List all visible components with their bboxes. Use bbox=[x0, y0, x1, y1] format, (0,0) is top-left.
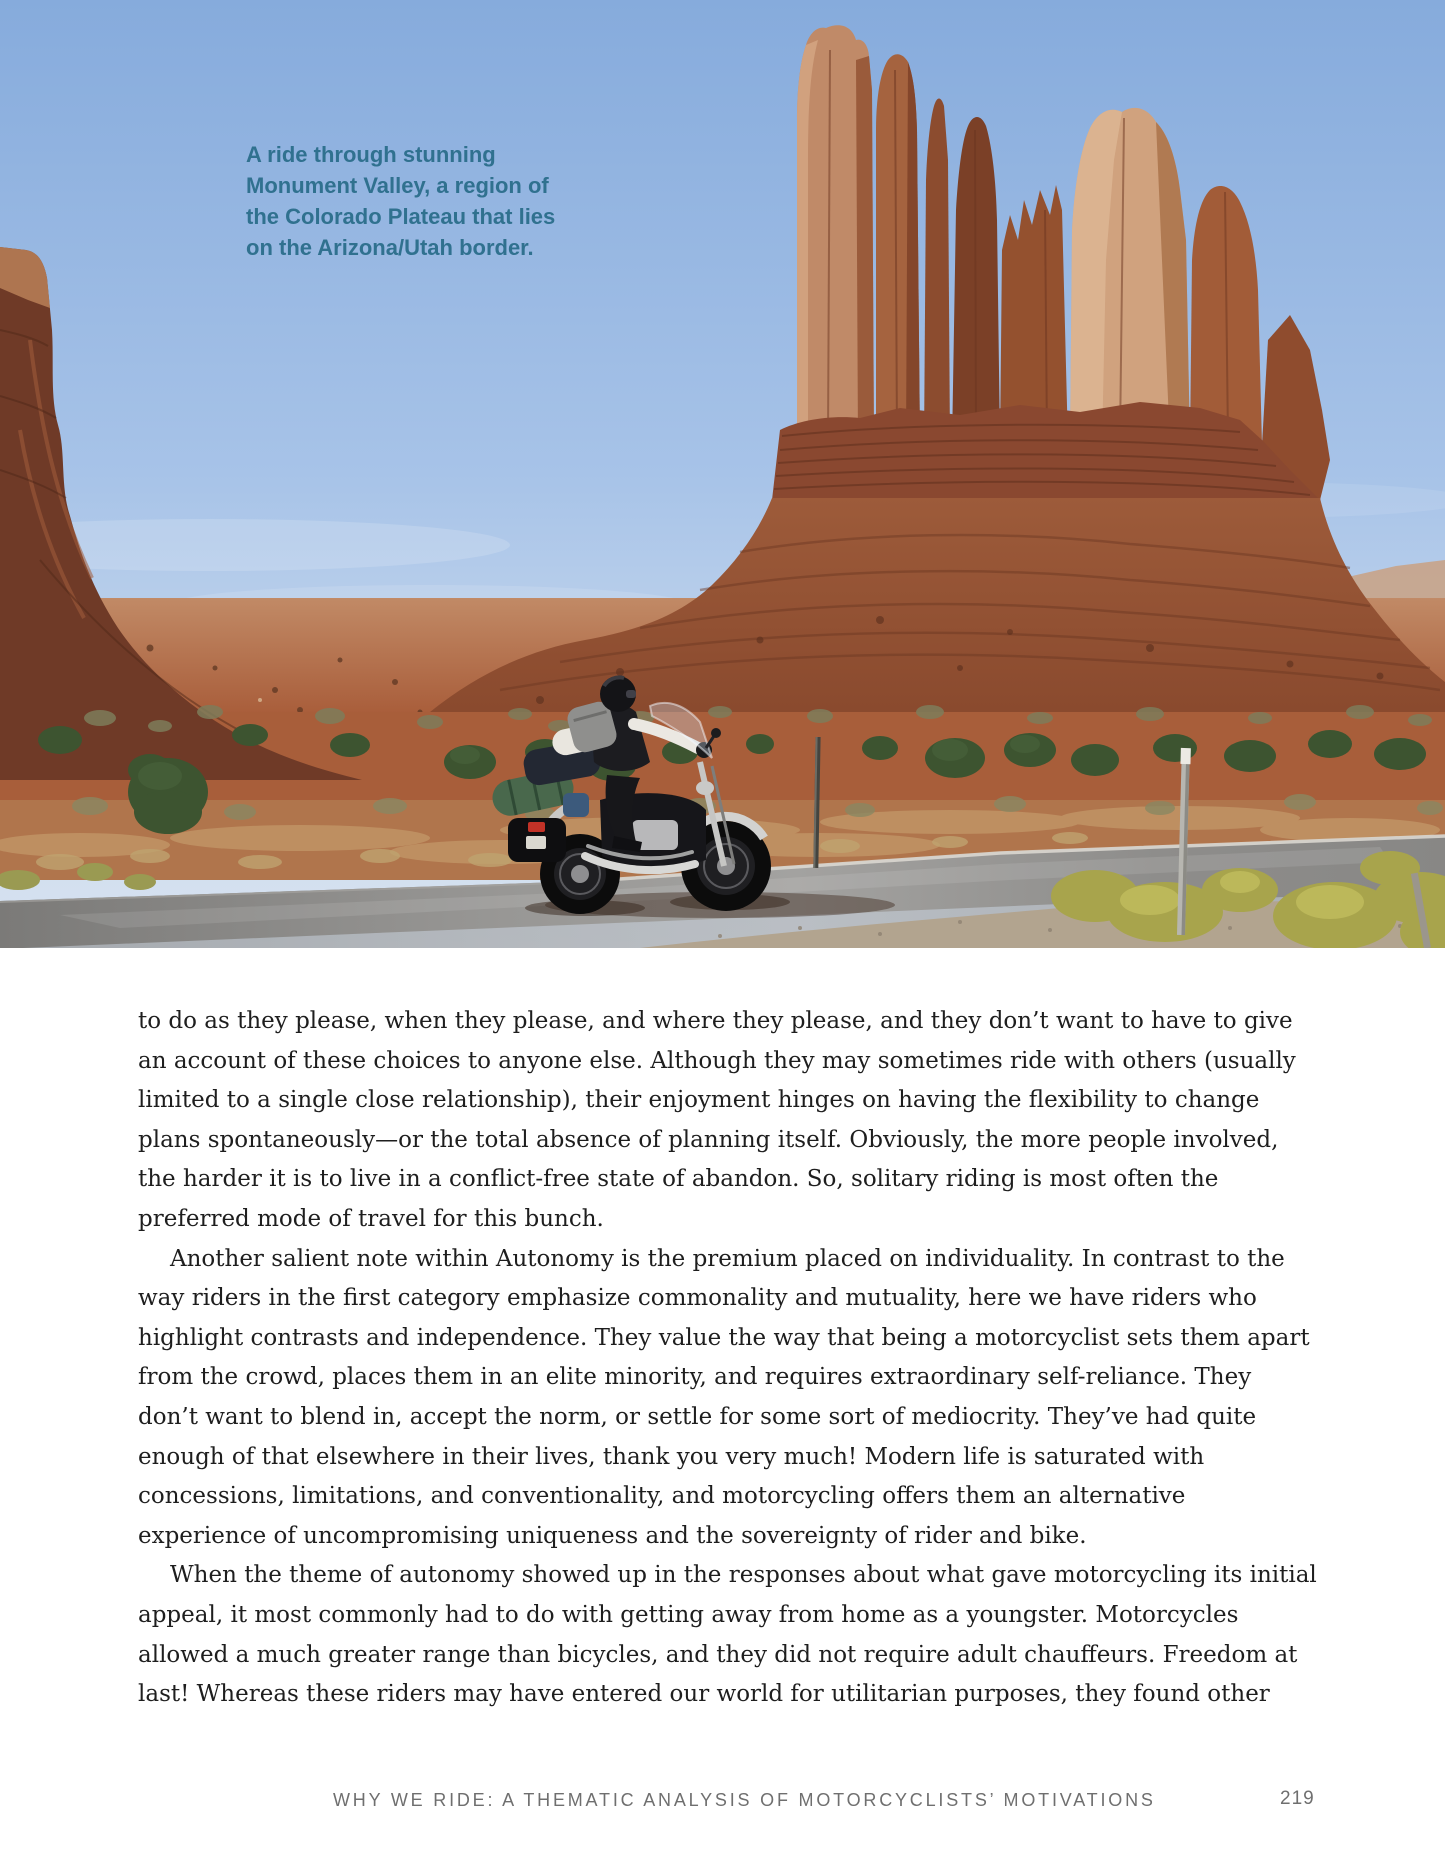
paragraph-2: Another salient note within Autonomy is the premium placed on individuality. In contrast to the way riders in the first category emphasize commonality and mutuality, here we have riders who highlight contrasts and independence. They value the way that being a motorcyclist sets them apart from the crowd, places them in an elite minority, and requires extraordinary self-reliance. They don’t want to blend in, accept the norm, or settle for some sort of mediocrity. They’ve had quite enough of that elsewhere in their lives, thank you very much! Modern life is saturated with concessions, limitations, and conventionality, and motorcycling offers them an alternative experience of uncompromising uniqueness and the sovereignty of rider and bike. bbox=[138, 1245, 1310, 1549]
paragraph-3: When the theme of autonomy showed up in the responses about what gave motorcycling its initial appeal, it most commonly had to do with getting away from home as a youngster. Motorcycles allowed a much greater range than bicycles, and they did not require adult chauffeurs. Freedom at last! Whereas these riders may have entered our world for utilitarian purposes, they found other bbox=[138, 1562, 1317, 1708]
page-number: 219 bbox=[1280, 1788, 1315, 1809]
caption-line: A ride through stunning bbox=[246, 142, 496, 167]
running-head: WHY WE RIDE: A THEMATIC ANALYSIS OF MOTORCYCLISTS’ MOTIVATIONS bbox=[333, 1790, 1156, 1810]
caption-line: Monument Valley, a region of bbox=[246, 173, 549, 198]
paragraph-1: to do as they please, when they please, and where they please, and they don’t want to have to give an account of these choices to anyone else. Although they may sometimes ride with others (usually limited to a single close relationship), their enjoyment hinges on having the flexibility to change plans spontaneously—or the total absence of planning itself. Obviously, the more people involved, the harder it is to live in a conflict-free state of abandon. So, solitary riding is most often the preferred mode of travel for this bunch. bbox=[138, 1008, 1296, 1232]
body-text bbox=[138, 1002, 1318, 1715]
caption-line: on the Arizona/Utah border. bbox=[246, 235, 534, 260]
page-footer bbox=[0, 1788, 1445, 1818]
caption-line: the Colorado Plateau that lies bbox=[246, 204, 556, 229]
photo-caption bbox=[246, 139, 646, 263]
